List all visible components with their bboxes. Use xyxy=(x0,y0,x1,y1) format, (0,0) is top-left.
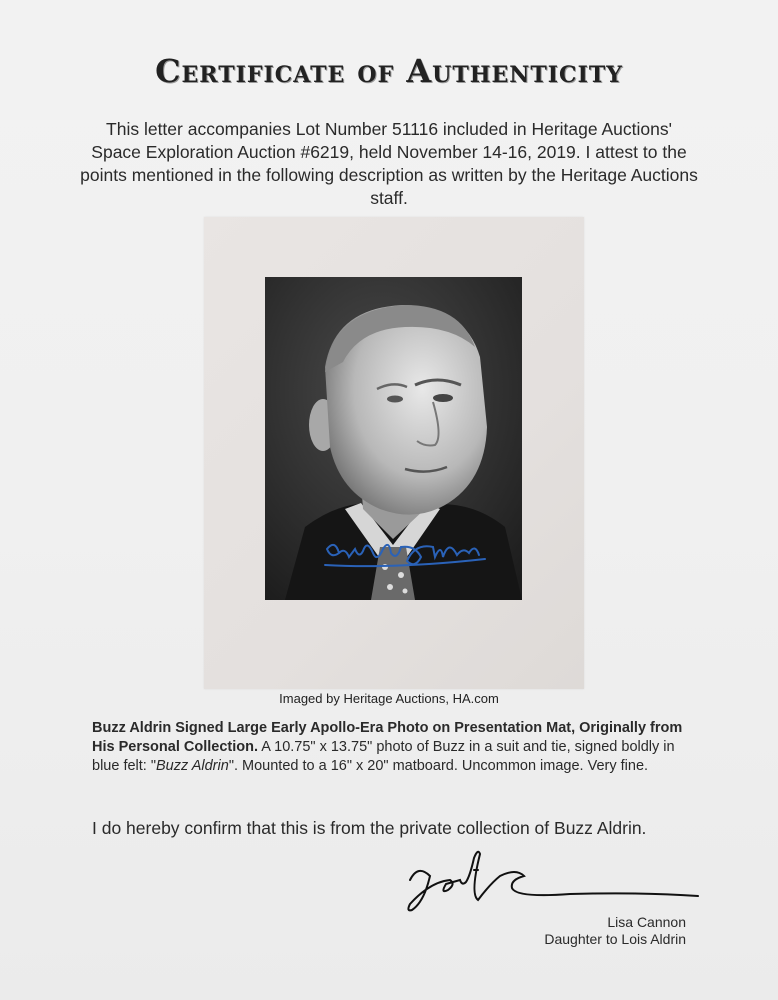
photo-mat xyxy=(204,217,584,689)
description-signature-name: Buzz Aldrin xyxy=(156,758,229,774)
description-text-end: ". Mounted to a 16" x 20" matboard. Uncommon image. Very fine. xyxy=(228,758,649,774)
portrait-illustration xyxy=(265,277,522,600)
portrait-photo xyxy=(265,277,522,600)
signer-name: Lisa Cannon xyxy=(607,914,686,930)
description-text: A 10.75" x 13.75" photo of Buzz in a suit and tie, signed boldly in blue felt: " xyxy=(92,739,675,774)
description-lead: Buzz Aldrin Signed Large Early Apollo-Era Photo on Presentation Mat, Originally from His Personal Collection. xyxy=(92,720,683,755)
intro-paragraph: This letter accompanies Lot Number 51116 included in Heritage Auctions' Space Exploration Auction #6219, held November 14-16, 2019. I attest to the points mentioned in the following description as written by the Heritage Auctions staff. xyxy=(80,119,698,208)
image-caption: Imaged by Heritage Auctions, HA.com xyxy=(279,691,499,706)
handwritten-signature xyxy=(400,840,700,920)
confirmation-statement: I do hereby confirm that this is from the private collection of Buzz Aldrin. xyxy=(92,818,647,838)
lot-description xyxy=(92,719,702,776)
certificate-title: Certificate of Authenticity xyxy=(155,52,623,90)
signer-title: Daughter to Lois Aldrin xyxy=(544,931,686,947)
